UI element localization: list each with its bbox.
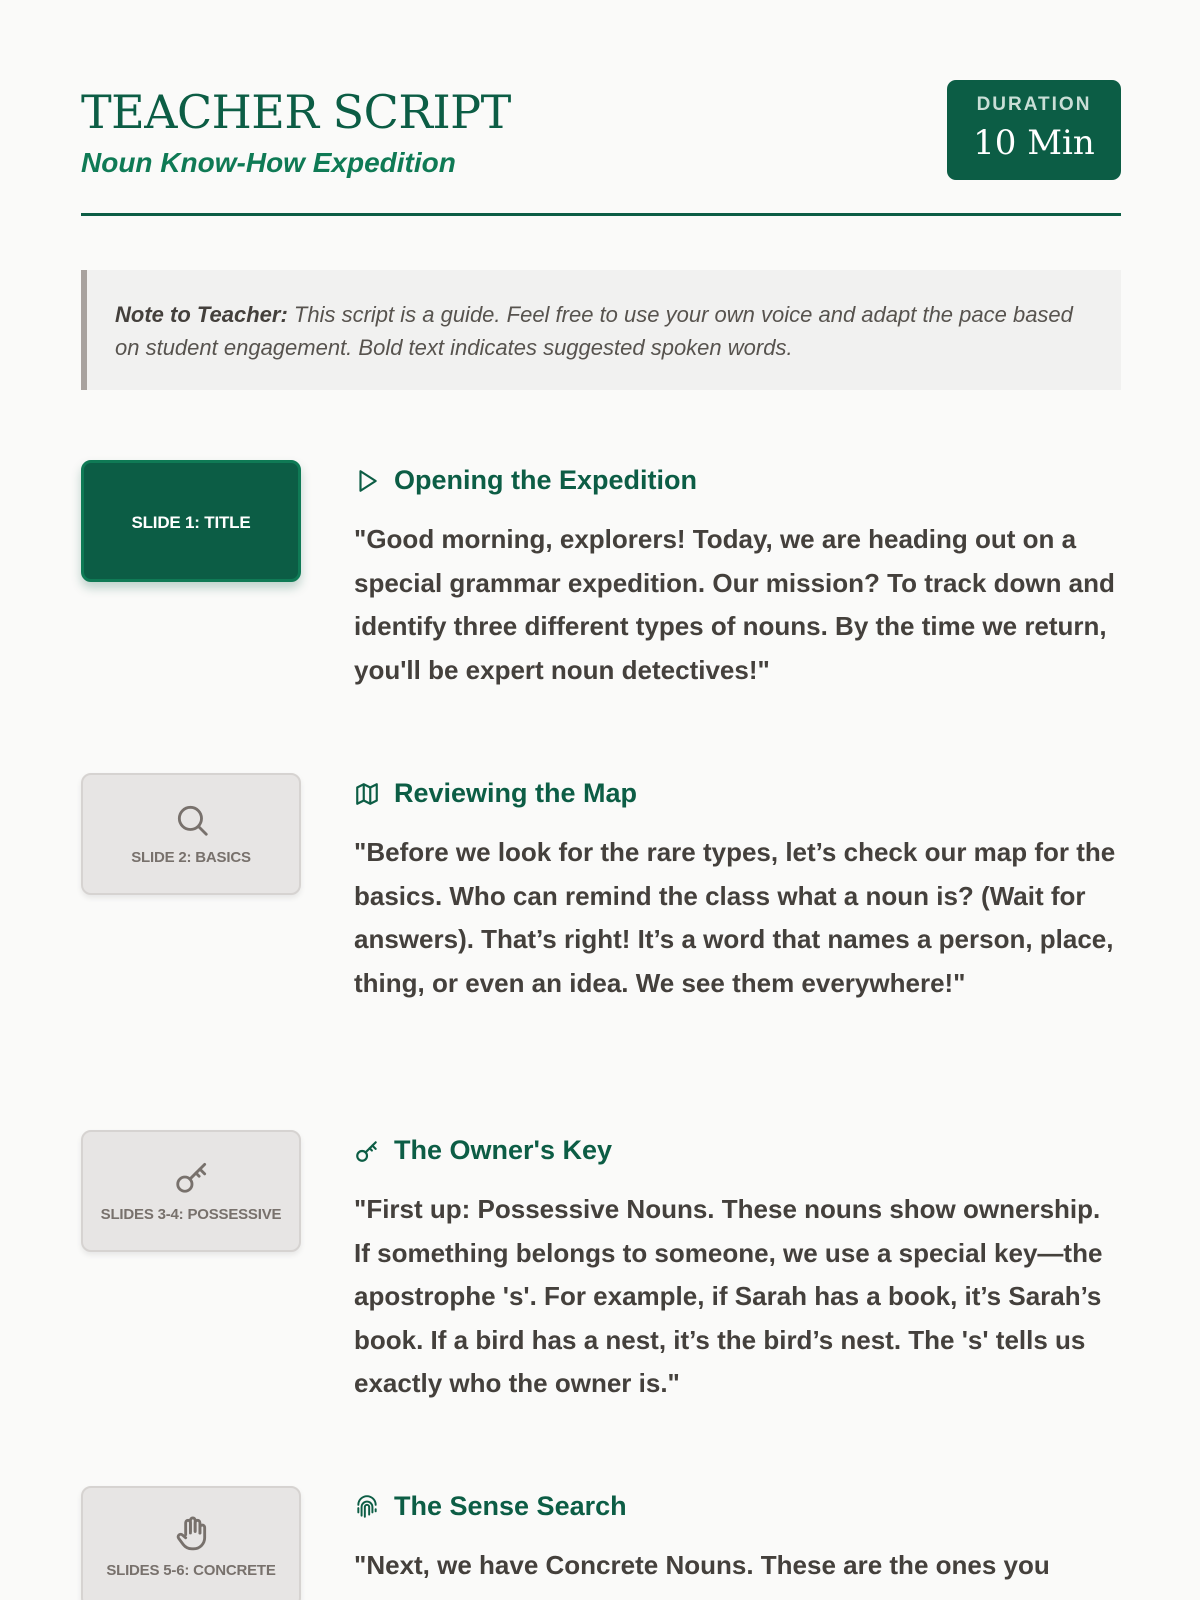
section-heading	[354, 462, 1121, 498]
map-icon	[354, 781, 380, 807]
section-title: Reviewing the Map	[394, 778, 638, 808]
slide-label: SLIDE 2: BASICS	[131, 849, 251, 866]
slide-label: SLIDES 5-6: CONCRETE	[106, 1562, 276, 1579]
slide-label: SLIDES 3-4: POSSESSIVE	[100, 1206, 282, 1223]
section-title: The Owner's Key	[394, 1135, 612, 1165]
teacher-note	[81, 270, 1121, 390]
section-script-text: "Good morning, explorers! Today, we are heading out on a special grammar expedition. Our mission? To track down and identify three different types of nouns. By the time we return, you'll be expert noun detectives!"	[354, 524, 1115, 685]
section-heading	[354, 775, 1121, 811]
fingerprint-icon	[354, 1494, 380, 1520]
section-heading	[354, 1488, 1121, 1524]
section-title: Opening the Expedition	[394, 465, 697, 495]
duration-badge	[947, 80, 1121, 180]
duration-value: 10 Min	[973, 123, 1095, 163]
key-icon	[354, 1138, 380, 1164]
page-title: TEACHER SCRIPT	[81, 85, 511, 139]
section-title: The Sense Search	[394, 1491, 627, 1521]
section-script-text: "Next, we have Concrete Nouns. These are the ones you	[354, 1550, 1050, 1580]
teacher-note-label: Note to Teacher:	[115, 302, 288, 327]
section-script-text: "First up: Possessive Nouns. These nouns show ownership. If something belongs to someone, we use a special key—the apostrophe 's'. For example, if Sarah has a book, it’s Sarah’s book. If a bird has a nest, it’s the bird’s nest. The 's' tells us exactly who the owner is."	[354, 1194, 1103, 1398]
key-icon	[173, 1158, 211, 1196]
section-script-text: "Before we look for the rare types, let’s check our map for the basics. Who can remind the class what a noun is? (Wait for answers). That’s right! It’s a word that names a person, place, thing, or even an idea. We see them everywhere!"	[354, 837, 1116, 998]
play-icon	[354, 468, 380, 494]
teacher-note-text: This script is a guide. Feel free to use your own voice and adapt the pace based on student engagement. Bold text indicates suggested spoken words.	[115, 302, 1073, 360]
slide-label: SLIDE 1: TITLE	[131, 513, 251, 532]
slide-thumbnail-possessive[interactable]	[81, 1130, 301, 1252]
lesson-subtitle: Noun Know-How Expedition	[81, 147, 456, 178]
hand-icon	[173, 1514, 211, 1552]
slide-thumbnail-title[interactable]	[81, 460, 301, 582]
duration-label: DURATION	[976, 94, 1092, 115]
search-icon	[173, 801, 211, 839]
script-header	[81, 80, 1121, 216]
slide-thumbnail-concrete[interactable]	[81, 1486, 301, 1600]
section-heading	[354, 1132, 1121, 1168]
teacher-script-page	[81, 0, 1121, 1600]
slide-thumbnail-basics[interactable]	[81, 773, 301, 895]
